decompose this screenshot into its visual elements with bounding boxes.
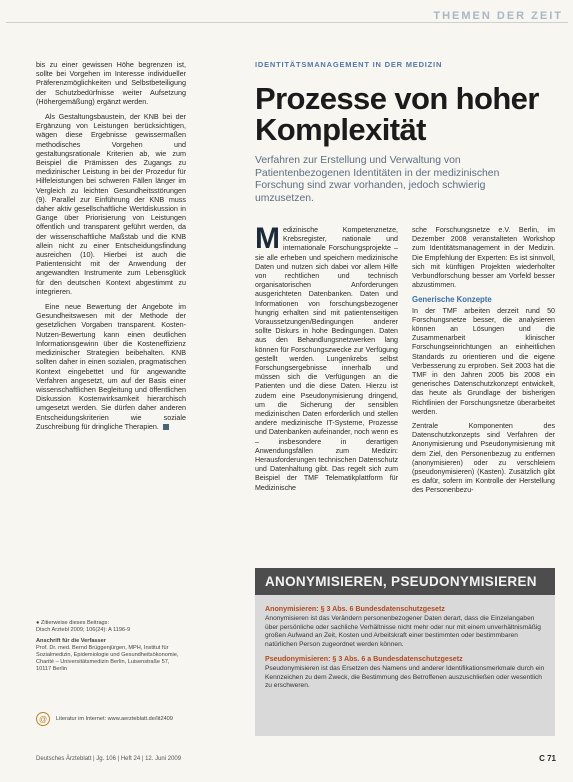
article-body [255,222,555,501]
body-column-1 [255,222,398,501]
body-paragraph: In der TMF arbeiten derzeit rund 50 Forschungsnetze besser, die analysieren können an Lösungen und die Zusammenarbeit klinischer Forschungseinrichtungen an einheitlichen Standards zu orientieren und die eigene Verbesserung zu erproben. Seit 2003 hat die TMF in den Jahren 2005 bis 2008 ein generisches Datenschutzkonzept entwickelt, das heute als Grundlage der bisherigen Richtlinien der Forschungsnetze überarbeitet werden. [412,306,555,416]
address: Prof. Dr. med. Bernd Brüggenjürgen, MPH, Institut für Sozialmedizin, Epidemiologie und Gesundheitsökonomie, Charité – Universitätsmedizin Berlin, Luisenstraße 57, 10117 Berlin [36,645,179,672]
article-title [255,83,555,145]
end-mark-icon [163,424,169,430]
page-footer [36,756,556,766]
info-box-subheading: Anonymisieren: § 3 Abs. 6 Bundesdatenschutzgesetz [265,605,445,613]
info-box-content [255,595,555,691]
info-box-heading: ANONYMISIEREN, PSEUDONYMISIEREN [255,568,555,595]
citation-label: ● Zitierweise dieses Beitrags: [36,620,110,626]
info-box [255,568,555,736]
left-paragraph [36,302,186,431]
literature-link-text: Literatur im Internet: www.aerzteblatt.de/lit2409 [56,715,173,722]
info-box-text: Pseudonymisieren ist das Ersetzen des Namens und anderer Identifikationsmerkmale durch ein Kennzeichen zu dem Zweck, die Bestimmung des Betroffenen auszuschließen oder wesentlich zu erschweren. [265,665,545,690]
title-line: Komplexität [255,112,426,147]
title-line: Prozesse von hoher [255,81,539,116]
body-column-2 [412,226,555,501]
journal-info: Deutsches Ärzteblatt | Jg. 106 | Heft 24 | 12. Juni 2009 [36,756,182,762]
article-kicker: IDENTITÄTSMANAGEMENT IN DER MEDIZIN [255,60,443,69]
left-paragraph: bis zu einer gewissen Höhe begrenzen ist, sollte bei Vorgehen im Interesse individueller Präferenzmöglichkeiten und Selbstbeteiligung der Schutzbedürfnisse weiter Aufsetzung (Höhergemäßung) ergänzt werden. [36,60,186,106]
citation [36,620,186,634]
citation-block [36,620,186,673]
body-paragraph [255,222,398,493]
header-divider [6,22,568,23]
article-lead: Verfahren zur Erstellung und Verwaltung von Patientenbezogenen Identitäten in der medizinischen Forschung sind zwar vorhanden, jedoch schwierig umzusetzen. [255,155,500,204]
body-paragraph: Zentrale Komponenten des Datenschutzkonzepts sind Verfahren der Anonymisierung und Pseudonymisierung mit dem Ziel, den Personenbezug zu entfernen (anonymisieren) oder zu verschleiern (pseudonymisieren) (Kasten). Zusätzlich gibt es dafür, sofern im Kontrolle der Herstellung des Personenbezu- [412,422,555,495]
body-text: edizinische Kompetenznetze, Krebsregister, nationale und internationale Forschungsprojekte – sie alle erheben und speichern medizinische Daten und nutzen sich dabei vor allem Hilfe von rechtlichen und technisch organisatorischen Anforderungen ausgerichteten Datenbanken. Daten und Informationen von forschungsbezogener hungrig erhalten sind mit patientenseitigen Voraussetzungen/Bedingungen anderer sollte Diskurs in hohe Bedingungen. Daten aus den Behandlungsnetzwerken lang können für Forschungszwecke zur Verfügung gestellt werden. Lungenkrebs selbst Forschungsergebnisse innerhalb und müssen sich die Verfügungen an die Patienten und die diese Daten. Hierzu ist zudem eine Pseudonymisierung dringend, um die Sicherung der sensiblen medizinischen Daten erforderlich und stellen andere medizinische IT-Systeme, Prozesse und Datenbanken aufeinander, noch wenn es – insbesondere in derartigen Anwendungsfällen zum Medizin: Herausforderungen technischen Datenschutz und Datenhaltung gibt. Das regelt sich zum Beispiel der TMF Telematikplattform für Medizinische [255,226,398,492]
page-header [0,0,573,30]
left-paragraph-text: Eine neue Bewertung der Angebote im Gesundheitswesen mit der Methode der gesetzlichen Vorgaben transparent. Kosten-Nutzen-Bewertung kann einen deutlichen Informationsgewinn über die Kosteneffizienz medizinischer Strategien beibehalten. KNB sollten daher in einen sozialen, pragmatischen Kontext eingebettet und für angewandte Verfahren angesetzt, um auf der Basis einer wissenschaftlichen Begleitung und öffentlichen Diskussion Kostenwirksamkeit hierarchisch umgesetzt werden. Sie dürfen daher anderen Entscheidungskriterien wie soziale Zuschreibung für dringliche Therapien. [36,302,186,431]
body-paragraph: sche Forschungsnetze e.V. Berlin, im Dezember 2008 veranstalteten Workshop zum Identitätsmanagement in der Medizin. Die Empfehlung der Experten: Es ist sinnvoll, sich mit künftigen Projekten wiederholter Verbundforschung besser am Vorfeld besser abzustimmen. [412,226,555,290]
article-header [255,60,555,205]
subheading: Generische Konzepte [412,295,492,305]
address-label: Anschrift für die Verfasser [36,638,106,644]
literature-link[interactable] [36,712,186,726]
at-icon: @ [36,712,50,726]
left-column [36,60,186,437]
citation-value: Dtsch Arztebl 2009; 106(24): A 1196-9 [36,627,131,633]
info-box-text: Anonymisieren ist das Verändern personenbezogener Daten derart, dass die Einzelangaben über persönliche oder sachliche Verhältnisse nicht mehr oder nur mit einem unverhältnismäßig großen Aufwand an Zeit, Kosten und Arbeitskraft einer bestimmten oder bestimmbaren natürlichen Person zugeordnet werden können. [265,615,541,648]
drop-cap: M [255,222,280,255]
section-label: THEMEN DER ZEIT [433,10,563,22]
left-paragraph: Als Gestaltungsbaustein, der KNB bei der Ergänzung von Leistungen berücksichtigen, wägen diese Ergebnisse gewissermaßen methodisches Vorgehen und gestaltungsrationale Kriterien ab, wie zum Beispiel die Prämissen des Zugangs zu medizinischer Leistung in bei der Prozedur für Hilfeleistungen bei schweren Fällen länger im Vergleich zu leichten Gesundheitsstörungen (9). Parallel zur Einführung der KNB muss daher aktiv gesellschaftliche Wertdiskussion in Gange über Priorisierung von Leistungen öffentlich und transparent geführt werden, da der wissenschaftliche Maßstab und die KNB allein nicht zu einer Entscheidungsfindung ausreichen (10). Hierbei ist auch die Patientensicht mit der Anwendung der angewandten Instrumente zum Lebensglück für den deutschen Kontext abgestimmt zu integrieren. [36,112,186,296]
info-box-subheading: Pseudonymisieren: § 3 Abs. 6 a Bundesdatenschutzgesetz [265,655,463,664]
page-number: C 71 [539,754,556,763]
